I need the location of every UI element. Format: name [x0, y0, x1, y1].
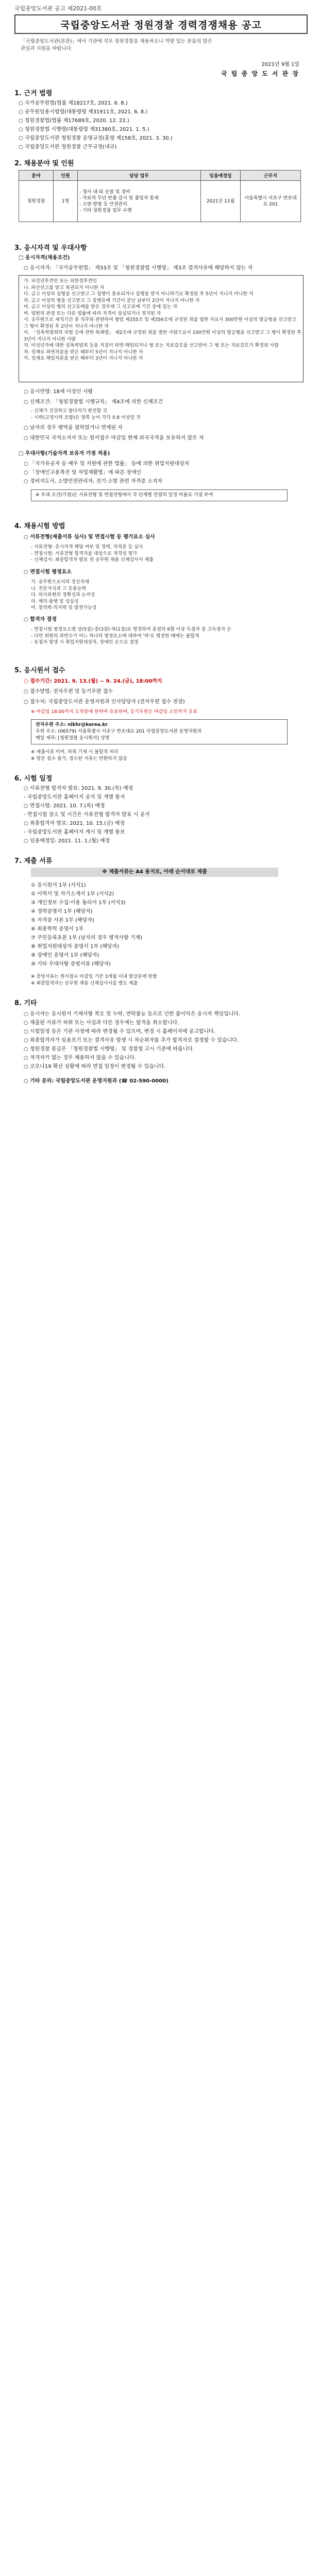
nationality-requirement: ○ 대한민국 국적소지자 또는 원서접수 마감일 현재 외국국적을 보유하지 않은 자 [24, 435, 204, 441]
cell-count: 1명 [54, 181, 78, 222]
disqualification-line: 카. 징계로 해임처분을 받은 때부터 3년이 지나지 아니한 자 [24, 356, 143, 361]
body-requirement: ○ 신체조건: 「청원경찰법 시행규칙」 제4조에 의한 신체조건 [24, 399, 163, 405]
preference-item: ○ 「장애인고용촉진 및 직업재활법」에 따른 장애인 [24, 470, 142, 476]
body-line: - 시력(교정시력 포함)은 양쪽 눈이 각각 0.8 이상일 것 [31, 415, 141, 420]
intro-line: 「국립중앙도서관(본관)」에서 기관에 직무 정원경찰을 채용하오니 역량 있는 분들의 많은 [21, 39, 212, 44]
qualification-label: □ 응시자격(채용조건) [19, 255, 70, 261]
body-line: - 신체가 건강하고 팔다리가 완전할 것 [31, 409, 107, 414]
other-note: ○ 제출된 서류가 허위 또는 사실과 다른 경우에는 합격을 취소합니다. [24, 1020, 179, 1026]
section-6-title: 6. 시험 일정 [14, 775, 53, 783]
criteria-line: 가. 공무원으로서의 정신자세 [31, 580, 89, 585]
application-place: ○ 접수처: 국립중앙도서관 운영지원과 인사담당자 (전자우편 접수 권장) [24, 699, 185, 705]
other-note: ○ 최종합격자가 임용포기 또는 결격사유 발생 시 차순위자를 추가 합격자로 결정할 수 있습니다. [24, 1038, 239, 1043]
evaluation-line: - 서류전형: 응시자격 해당 여부 및 경력, 자격증 등 심사 [31, 545, 143, 550]
section-3-title: 3. 응시자격 및 우대사항 [14, 244, 87, 252]
cell-duties: - 청사 내·외 순찰 및 경비 - 자료의 무단 반출 감시 및 출입자 통제 - 소방·방범 등 안전관리 - 기타 청원경찰 업무 수행 [78, 181, 201, 222]
qualification-item: ○ 응시자격: 「국가공무원법」 제33조 및 「청원경찰법 시행령」 제3조 결격사유에 해당하지 않는 자 [24, 265, 253, 271]
schedule-line: ○ 면접시험: 2021. 10. 7.(목) 예정 [24, 803, 105, 809]
postal-address: 우편 주소: (06579) 서울특별시 서초구 반포대로 201 국립중앙도서관 운영지원과 [36, 729, 202, 734]
law-item: ○ 국가공무원법(법률 제18217호, 2021. 6. 8.) [19, 100, 128, 106]
military-requirement: ○ 남자의 경우 병역을 필하였거나 면제된 자 [24, 425, 123, 431]
schedule-line: ○ 임용예정일: 2021. 11. 1.(월) 예정 [24, 838, 110, 844]
other-note: ○ 적격자가 없는 경우 채용하지 않을 수 있습니다. [24, 1055, 136, 1061]
documents-note-line: ※ 증빙서류는 원서접수 마감일 기준 3개월 이내 발급분에 한함 [31, 974, 157, 979]
intro-text [21, 38, 299, 53]
other-note: ○ 시험일정 등은 기관 사정에 따라 변경될 수 있으며, 변경 시 홈페이지에 공고합니다. [24, 1029, 216, 1035]
cell-date: 2021년 11월 [201, 181, 241, 222]
document-item: ⑨ 장애인 증명서 1부 (해당자) [31, 953, 99, 958]
job-table-header [19, 171, 301, 181]
other-note: ○ 응시자는 응시원서 기재사항 착오 및 누락, 연락불능 등으로 인한 불이익은 응시자 책임입니다. [24, 1011, 241, 1017]
body-requirement-details [31, 408, 309, 421]
contact-info: ○ 기타 문의: 국립중앙도서관 운영지원과 (☎ 02-590-0000) [24, 1078, 169, 1084]
disqualification-line: 다. 금고 이상의 실형을 선고받고 그 집행이 종료되거나 집행을 받지 아니하기로 확정된 후 5년이 지나지 아니한 자 [24, 292, 254, 297]
law-item: ○ 국립중앙도서관 청원경찰 운영규정(훈령 제158호, 2021. 3. 30.) [19, 135, 173, 141]
disqualification-line: 나. 파산선고를 받고 복권되지 아니한 자 [24, 285, 105, 291]
documents-notes [31, 974, 309, 987]
pass-decision-label: ○ 합격자 결정 [24, 617, 57, 622]
disqualification-line: 아. 「성폭력범죄의 처벌 등에 관한 특례법」 제2조에 규정된 죄를 범한 사람으로서 100만원 이상의 벌금형을 선고받고 그 형이 확정된 후 3년이 지나지 아니한 사람 [24, 330, 301, 342]
document-item: ⑩ 기타 우대사항 증빙서류 (해당자) [31, 961, 111, 967]
notice-number: 국립중앙도서관 공고 제2021-00호 [14, 5, 102, 12]
job-table-row [19, 181, 301, 222]
law-item: ○ 공무원임용시험령(대통령령 제31911호, 2021. 6. 8.) [19, 109, 148, 115]
other-note: ○ 코로나19 확산 상황에 따라 면접 일정이 변경될 수 있습니다. [24, 1064, 166, 1070]
document-item: ⑦ 주민등록초본 1부 (남자의 경우 병적사항 기재) [31, 935, 143, 941]
evaluation-line: - 신체검사: 최종합격자 발표 전 공무원 채용 신체검사서 제출 [31, 557, 154, 563]
section-4-title: 4. 채용시험 방법 [14, 522, 65, 530]
schedule-line: ○ 최종합격자 발표: 2021. 10. 15.(금) 예정 [24, 821, 125, 826]
evaluation-item: ○ 서류전형(제출서류 심사) 및 면접시험 등 평가요소 심사 [24, 534, 155, 540]
document-item: ④ 경력증명서 1부 (해당자) [31, 909, 93, 914]
interview-criteria [31, 579, 309, 612]
section-5-title: 5. 응시원서 접수 [14, 667, 65, 674]
schedule-list [24, 784, 302, 845]
schedule-line: ○ 서류전형 합격자 발표: 2021. 9. 30.(목) 예정 [24, 786, 133, 791]
criteria-line: 나. 전문지식과 그 응용능력 [31, 586, 87, 591]
document-item: ② 이력서 및 자기소개서 1부 (서식2) [31, 891, 114, 897]
cell-place: 서울특별시 서초구 반포대로 201 [241, 181, 301, 222]
notice-title: 국립중앙도서관 정원경찰 경력경쟁채용 공고 [14, 14, 308, 34]
section-8-title: 8. 기타 [14, 999, 37, 1007]
email-address: 전자우편 주소: nlkhr@korea.kr [36, 722, 108, 727]
disqualification-line: 사. 공무원으로 재직기간 중 직무와 관련하여 형법 제355조 및 제356조에 규정된 죄를 범한 자로서 300만원 이상의 벌금형을 선고받고 그 형이 확정된 후 2년이 지나지 아니한 자 [24, 317, 297, 329]
disqualification-list [24, 278, 302, 362]
disqualification-line: 자. 미성년자에 대한 성폭력범죄 등을 저질러 파면·해임되거나 형 또는 치료감호를 선고받아 그 형 또는 치료감호가 확정된 사람 [24, 343, 279, 348]
intro-line: 관심과 지원을 바랍니다. [21, 46, 73, 52]
document-item: ③ 개인정보 수집·이용 동의서 1부 (서식3) [31, 900, 126, 906]
evaluation-steps [31, 544, 309, 564]
schedule-line: - 면접시험 장소 및 시간은 서류전형 합격자 발표 시 공지 [24, 812, 150, 818]
header-cell: 인원 [54, 171, 78, 181]
section-7-title: 7. 제출 서류 [14, 857, 53, 865]
law-item: ○ 청원경찰법(법률 제17689호, 2020. 12. 22.) [19, 118, 129, 124]
header-cell: 분야 [19, 171, 54, 181]
interview-criteria-label: ○ 면접시험 평정요소 [24, 569, 72, 575]
header-cell: 담당 업무 [78, 171, 201, 181]
criteria-line: 라. 예의·품행 및 성실성 [31, 599, 79, 604]
law-item: ○ 국립중앙도서관 청원경찰 근무규정(내규) [19, 144, 117, 150]
application-period-text: ○ 접수기간: 2021. 9. 13.(월) ~ 9. 24.(금), 18:00까지 [24, 679, 162, 684]
documents-banner: ※ 제출서류는 A4 용지로, 아래 순서대로 제출 [31, 868, 278, 877]
other-note: ○ 청원경찰 봉급은 「청원경찰법 시행령」 및 경찰청 고시 기준에 따릅니다. [24, 1046, 194, 1052]
notice-date: 2021년 9월 1일 [261, 62, 299, 67]
disqualification-line: 바. 법원의 판결 또는 다른 법률에 따라 자격이 상실되거나 정지된 자 [24, 311, 161, 316]
document-item: ① 응시원서 1부 (서식1) [31, 883, 86, 888]
rule-line: - 다만 위원의 과반수가 어느 하나의 평정요소에 대하여 '하'로 평정한 때에는 불합격 [31, 633, 199, 639]
document-item: ⑧ 취업지원대상자 증명서 1부 (해당자) [31, 944, 120, 950]
header-cell: 근무지 [241, 171, 301, 181]
application-method: ○ 접수방법: 전자우편 및 등기우편 접수 [24, 689, 113, 694]
application-period [24, 677, 302, 686]
application-warnings [31, 749, 309, 762]
header-cell: 임용예정일 [201, 171, 241, 181]
warning-line: ※ 방문 접수 불가, 접수된 서류는 반환하지 않음 [31, 756, 127, 761]
org-name: 국 립 중 앙 도 서 관 장 [221, 70, 299, 77]
disqualification-line: 마. 금고 이상의 형의 선고유예를 받은 경우에 그 선고유예 기간 중에 있는 자 [24, 304, 178, 310]
section-1-title: 1. 근거 법령 [14, 90, 53, 97]
job-table [19, 170, 301, 222]
application-address-box [31, 719, 288, 744]
age-requirement: ○ 응시연령: 18세 이상인 사람 [24, 389, 93, 395]
preference-label: □ 우대사항(기술자격 보유자 가점 적용) [19, 451, 110, 456]
preference-item: ○ 「국가유공자 등 예우 및 지원에 관한 법률」 등에 의한 취업지원대상자 [24, 461, 190, 467]
criteria-line: 다. 의사표현의 정확성과 논리성 [31, 592, 95, 598]
rule-line: - 면접시험 평정요소별 상(5점)·중(3점)·하(1점)로 평정하여 총점의 6할 이상 득점자 중 고득점자 순 [31, 627, 231, 632]
mail-subject: 메일 제목: [청원경찰 응시원서] 성명 [36, 736, 110, 741]
evaluation-line: - 면접시험: 서류전형 합격자를 대상으로 적격성 평가 [31, 551, 138, 556]
document-item: ⑥ 최종학력 증명서 1부 [31, 926, 84, 932]
cell-field: 청원경찰 [19, 181, 54, 222]
schedule-line: - 국립중앙도서관 홈페이지 공지 및 개별 통지 [24, 794, 125, 800]
criteria-line: 마. 창의력·의지력 및 발전가능성 [31, 605, 97, 611]
documents-list [31, 881, 299, 969]
preference-note: ※ 우대 조건(가점)은 서류전형 및 면접전형에서 각 단계별 만점의 일정 비율로 가점 부여 [31, 489, 288, 501]
disqualification-line: 차. 징계로 파면처분을 받은 때부터 5년이 지나지 아니한 자 [24, 349, 143, 355]
rule-line: - 동점자 발생 시 취업지원대상자, 장애인 순으로 결정 [31, 640, 139, 645]
other-notes [24, 1010, 302, 1071]
documents-note-line: ※ 최종합격자는 공무원 채용 신체검사서를 별도 제출 [31, 980, 138, 986]
preference-list [24, 460, 302, 486]
disqualification-line: 가. 피성년후견인 또는 피한정후견인 [24, 279, 97, 284]
preference-item: ○ 경비지도사, 소방안전관리자, 전기·소방 관련 자격증 소지자 [24, 479, 163, 484]
section-2-title: 2. 채용분야 및 인원 [14, 160, 74, 167]
disqualification-line: 라. 금고 이상의 형을 선고받고 그 집행유예 기간이 끝난 날부터 2년이 지나지 아니한 자 [24, 298, 200, 303]
warning-line: ※ 제출서류 미비, 허위 기재 시 불합격 처리 [31, 750, 119, 755]
document-item: ⑤ 자격증 사본 1부 (해당자) [31, 918, 94, 923]
section-1-list [19, 99, 305, 151]
law-item: ○ 청원경찰법 시행령(대통령령 제31380호, 2021. 1. 5.) [19, 127, 149, 132]
pass-decision-rules [31, 626, 309, 646]
schedule-line: - 국립중앙도서관 홈페이지 게시 및 개별 통보 [24, 829, 125, 835]
application-note: ※ 마감일 18:00까지 도착분에 한하여 유효하며, 등기우편은 마감일 소인까지 유효 [31, 709, 197, 715]
